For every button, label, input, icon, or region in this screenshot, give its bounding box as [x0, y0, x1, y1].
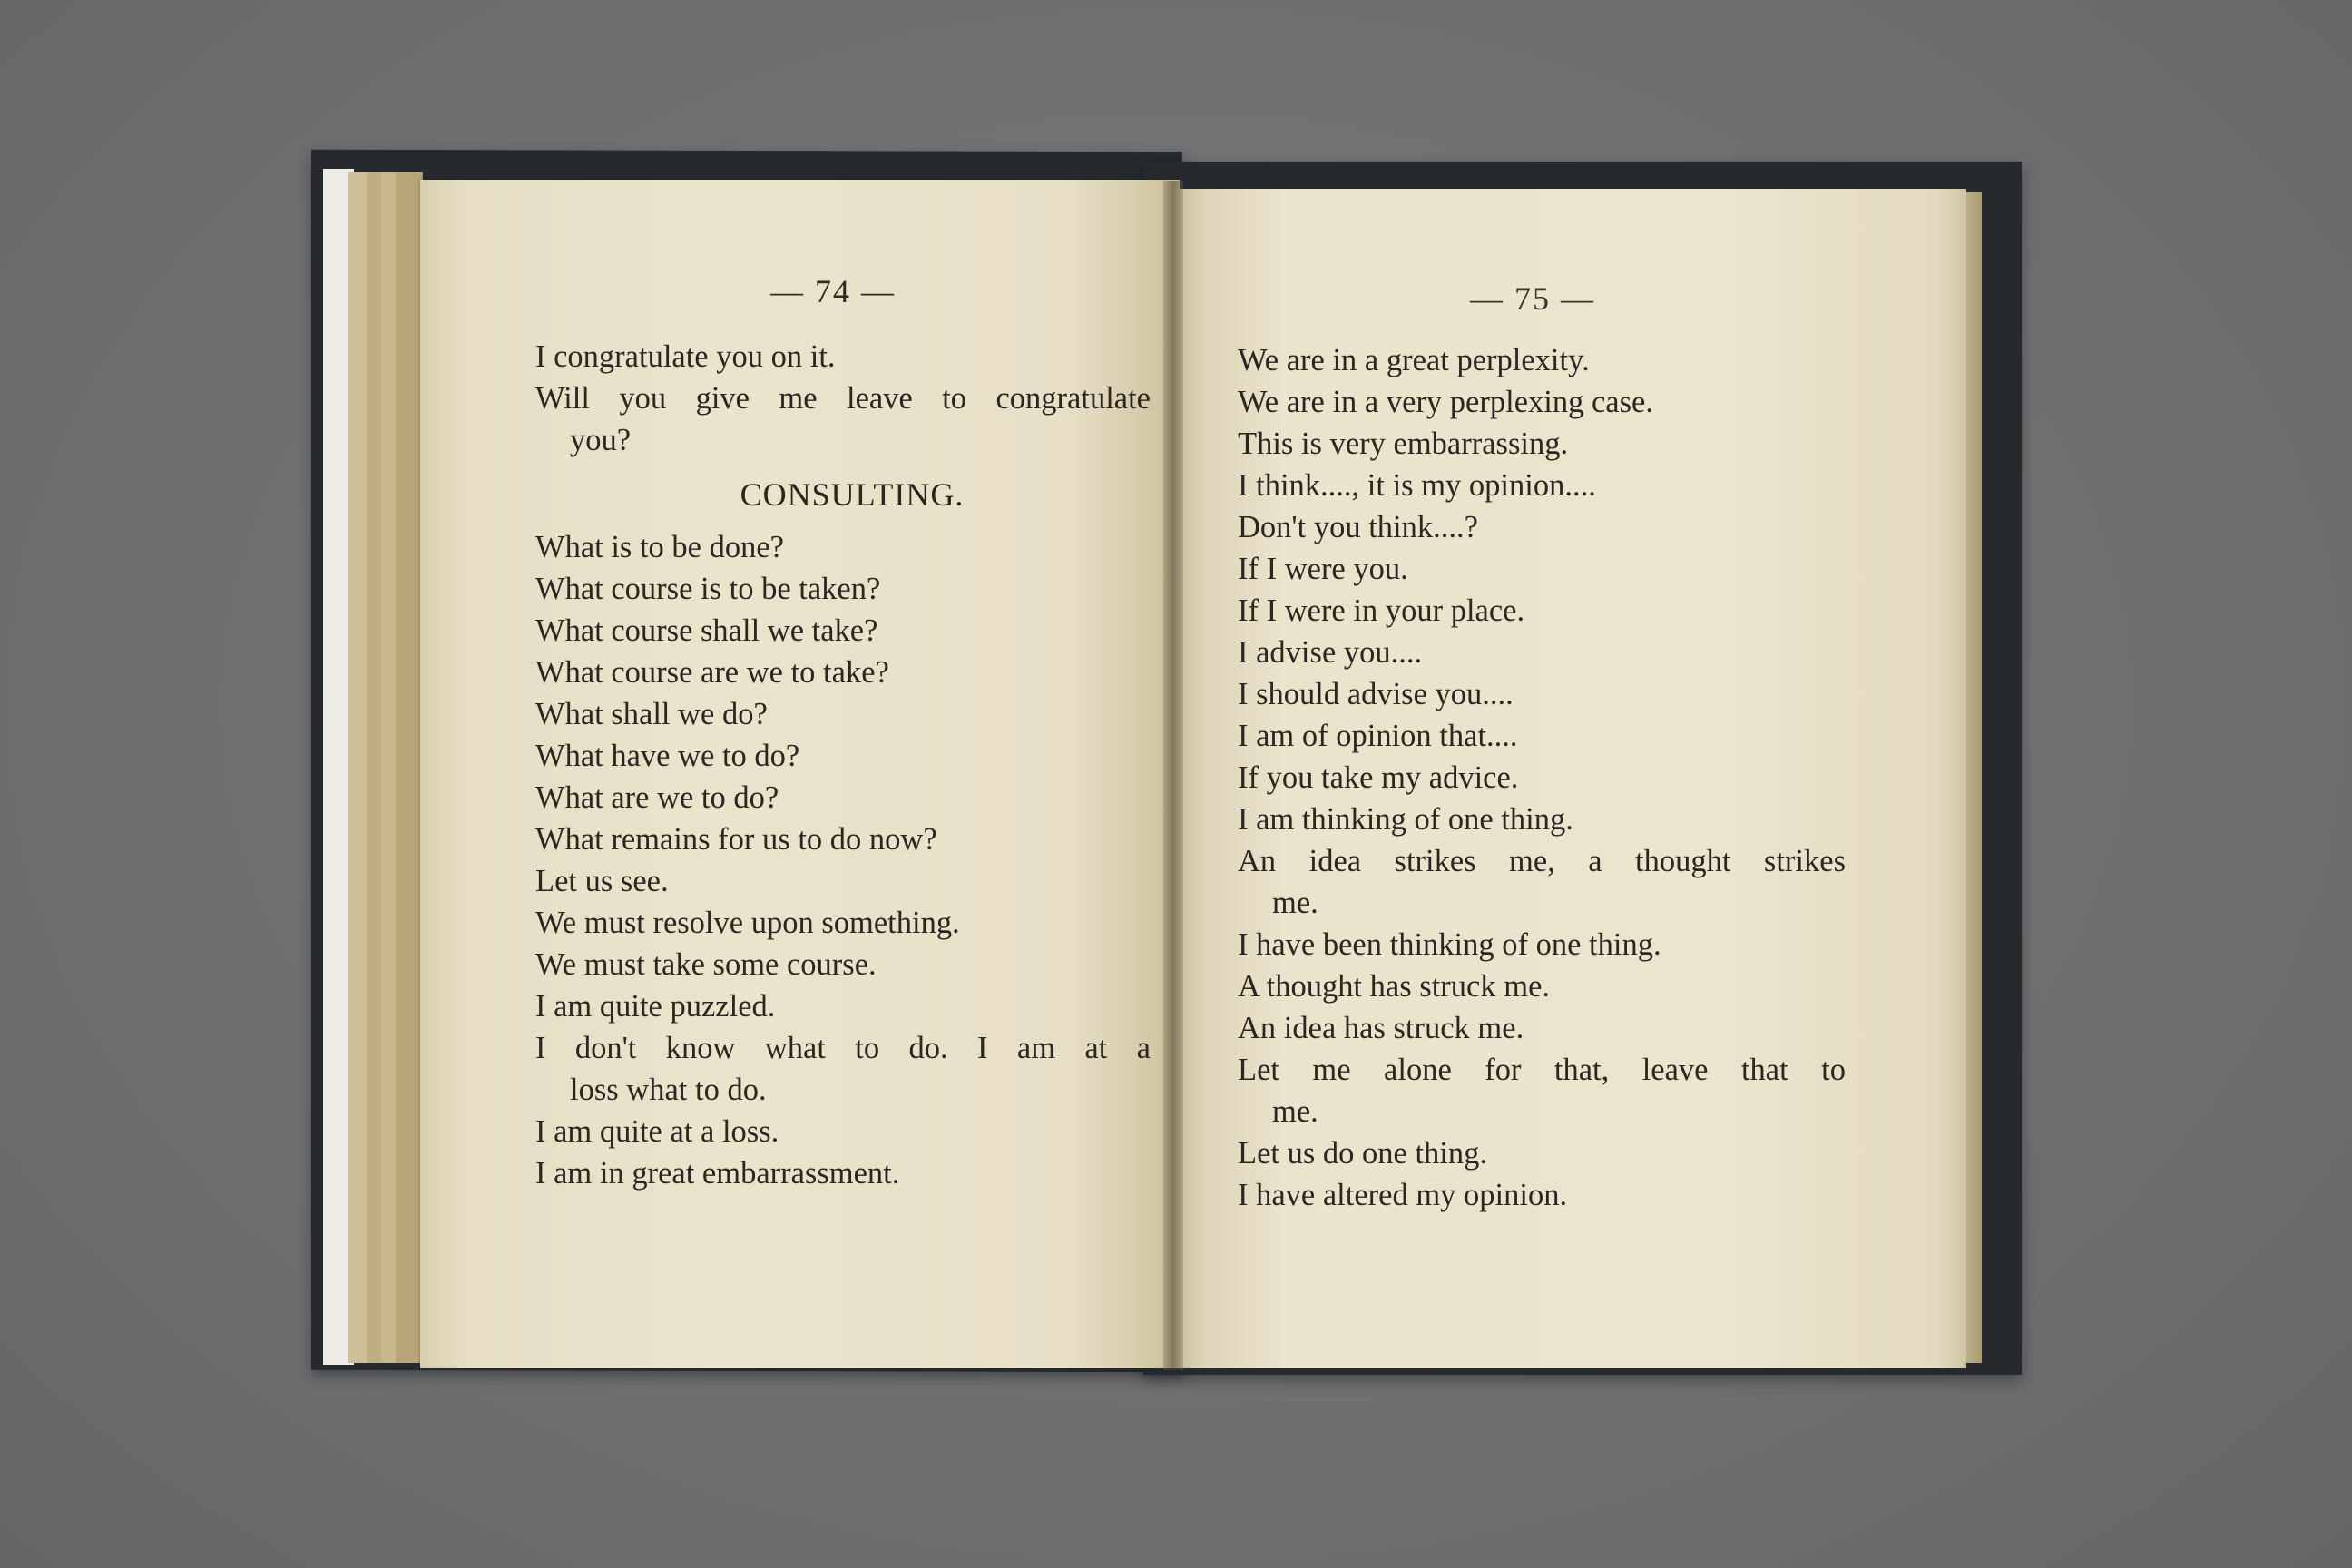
text-line: I am quite puzzled.: [535, 989, 776, 1024]
section-heading: CONSULTING.: [740, 476, 965, 513]
text-line: This is very embarrassing.: [1238, 426, 1569, 461]
text-line: I think...., it is my opinion....: [1238, 468, 1596, 503]
right-text-lines: [1238, 339, 1846, 1216]
left-page-text: [535, 336, 1151, 1194]
text-line: I congratulate you on it.: [535, 339, 836, 374]
text-line: I should advise you....: [1238, 677, 1514, 711]
text-line: What remains for us to do now?: [535, 822, 937, 857]
text-line: What course is to be taken?: [535, 572, 881, 606]
text-line: An idea has struck me.: [1238, 1011, 1524, 1045]
text-line: We are in a very perplexing case.: [1238, 385, 1653, 419]
text-line: A thought has struck me.: [1238, 969, 1551, 1004]
text-line: What is to be done?: [535, 530, 784, 564]
text-line: loss what to do.: [570, 1073, 767, 1107]
text-line: I am quite at a loss.: [535, 1114, 779, 1149]
text-line: If I were you.: [1238, 552, 1408, 586]
text-line: me.: [1272, 1094, 1318, 1129]
text-line: I am of opinion that....: [1238, 719, 1518, 753]
text-line: What course are we to take?: [535, 655, 889, 690]
text-line: What shall we do?: [535, 697, 768, 731]
text-line: An idea strikes me, a thought strikes: [1238, 844, 1846, 878]
left-text-before-heading: [535, 336, 1151, 461]
text-line: If I were in your place.: [1238, 593, 1525, 628]
text-line: I advise you....: [1238, 635, 1423, 670]
text-line: Don't you think....?: [1238, 510, 1478, 544]
text-line: Let us do one thing.: [1238, 1136, 1488, 1171]
text-line: We must resolve upon something.: [535, 906, 960, 940]
text-line: I am in great embarrassment.: [535, 1156, 900, 1191]
text-line: Let us see.: [535, 864, 669, 898]
text-line: We are in a great perplexity.: [1238, 343, 1590, 377]
page-number-left: — 74 —: [770, 273, 896, 309]
page-edge: [396, 172, 423, 1363]
left-text-after-heading: [535, 526, 1151, 1194]
text-line: What course shall we take?: [535, 613, 878, 648]
right-page-text: [1238, 339, 1846, 1216]
text-line: I have been thinking of one thing.: [1238, 927, 1661, 962]
text-line: What are we to do?: [535, 780, 779, 815]
text-line: We must take some course.: [535, 947, 877, 982]
text-line: If you take my advice.: [1238, 760, 1519, 795]
text-line: you?: [570, 423, 632, 457]
book-gutter: [1163, 181, 1183, 1370]
page-number-right: — 75 —: [1470, 280, 1595, 317]
text-line: I don't know what to do. I am at a: [535, 1031, 1151, 1065]
text-line: I have altered my opinion.: [1238, 1178, 1568, 1212]
text-line: What have we to do?: [535, 739, 800, 773]
text-line: I am thinking of one thing.: [1238, 802, 1573, 837]
text-line: me.: [1272, 886, 1318, 920]
text-line: Let me alone for that, leave that to: [1238, 1053, 1846, 1087]
text-line: Will you give me leave to congratulate: [535, 381, 1151, 416]
